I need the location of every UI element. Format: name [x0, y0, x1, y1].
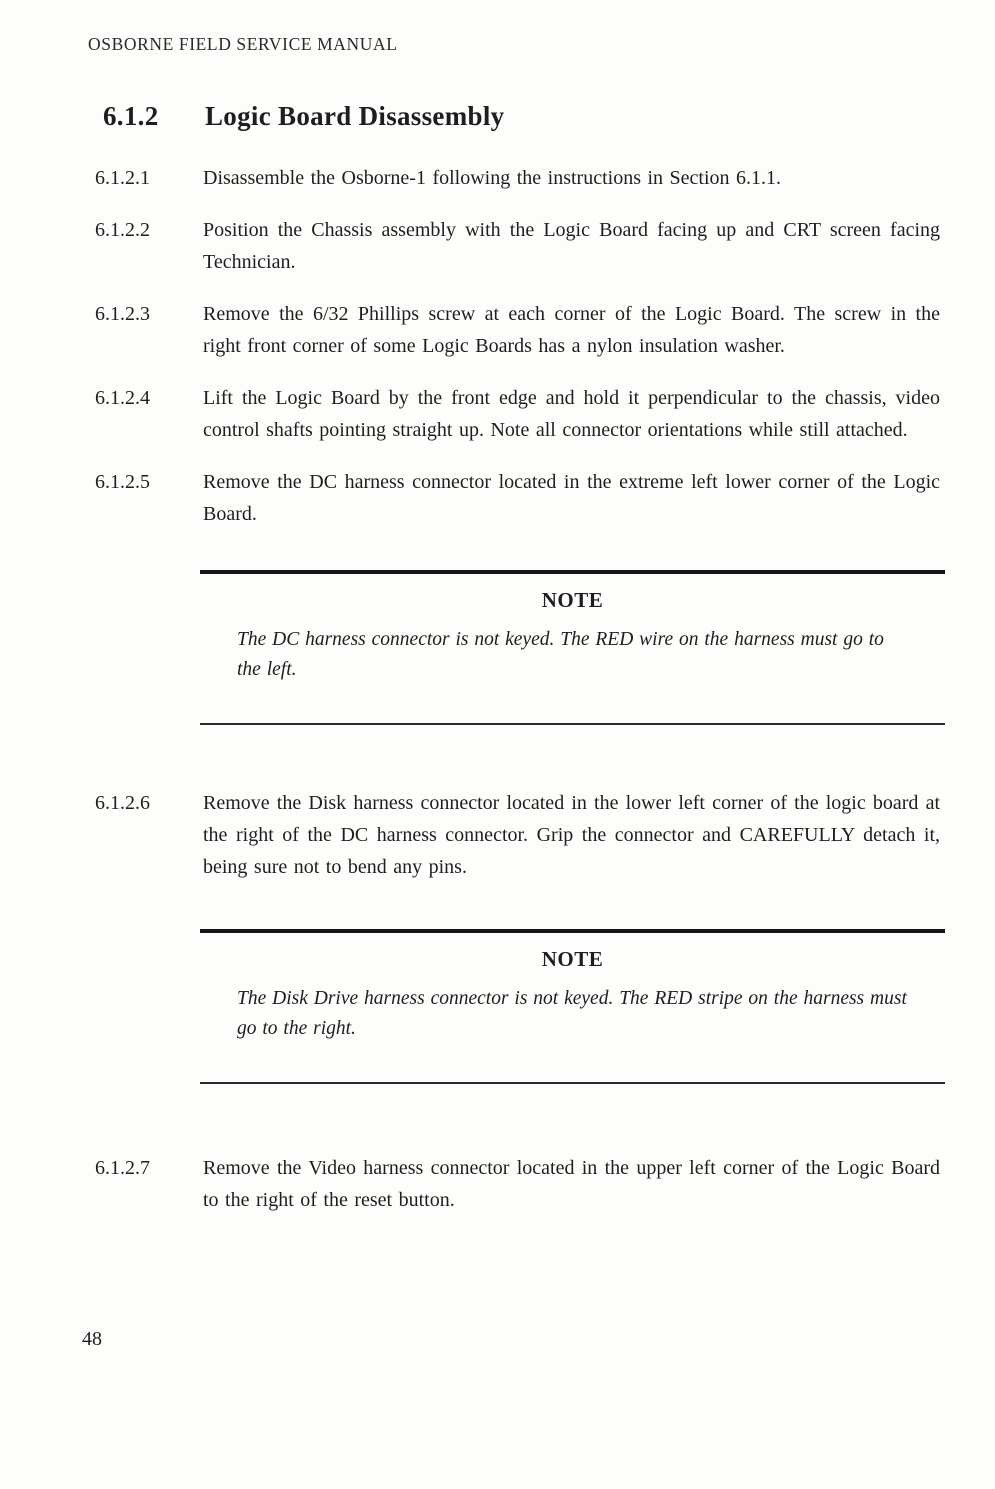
note-body: The DC harness connector is not keyed. The RED wire on the harness must go to the left.: [237, 629, 884, 680]
step-6-1-2-4: [95, 382, 940, 446]
section-number: 6.1.2: [103, 101, 159, 131]
horizontal-rule: [200, 723, 945, 725]
note-block-dc-harness: [200, 570, 945, 725]
step-number: 6.1.2.2: [95, 219, 150, 241]
horizontal-rule: [200, 570, 945, 574]
step-number: 6.1.2.5: [95, 471, 150, 493]
step-6-1-2-3: [95, 298, 940, 362]
step-text: Remove the Disk harness connector located in the lower left corner of the logic board at the right of the DC harness connector. Grip the connector and CAREFULLY detach it, being sure not to bend any pins.: [203, 792, 940, 878]
section-title: Logic Board Disassembly: [205, 101, 505, 131]
step-text: Remove the Video harness connector located in the upper left corner of the Logic Board to the right of the reset button.: [203, 1157, 940, 1211]
step-6-1-2-6: [95, 787, 940, 883]
note-title: NOTE: [541, 947, 604, 971]
step-text: Remove the 6/32 Phillips screw at each corner of the Logic Board. The screw in the right front corner of some Logic Boards has a nylon insulation washer.: [203, 303, 940, 357]
step-6-1-2-2: [95, 214, 940, 278]
horizontal-rule: [200, 929, 945, 933]
step-6-1-2-7: [95, 1152, 940, 1216]
step-number: 6.1.2.6: [95, 792, 150, 814]
step-text: Remove the DC harness connector located in the extreme left lower corner of the Logic Board.: [203, 471, 940, 525]
step-number: 6.1.2.1: [95, 167, 150, 189]
step-6-1-2-5: [95, 466, 940, 530]
note-block-disk-harness: [200, 929, 945, 1084]
note-title: NOTE: [541, 588, 604, 612]
page-header: OSBORNE FIELD SERVICE MANUAL: [88, 34, 398, 54]
step-number: 6.1.2.3: [95, 303, 150, 325]
page-number: 48: [82, 1328, 102, 1350]
section-heading: [103, 101, 940, 132]
step-6-1-2-1: [95, 162, 940, 194]
step-number: 6.1.2.7: [95, 1157, 150, 1179]
step-number: 6.1.2.4: [95, 387, 150, 409]
step-text: Lift the Logic Board by the front edge and hold it perpendicular to the chassis, video control shafts pointing straight up. Note all connector orientations while still attached.: [203, 387, 940, 441]
manual-page: [0, 34, 995, 1489]
note-body: The Disk Drive harness connector is not keyed. The RED stripe on the harness must go to the right.: [237, 988, 907, 1039]
step-text: Disassemble the Osborne-1 following the instructions in Section 6.1.1.: [203, 167, 782, 189]
horizontal-rule: [200, 1082, 945, 1084]
step-text: Position the Chassis assembly with the Logic Board facing up and CRT screen facing Technician.: [203, 219, 940, 273]
